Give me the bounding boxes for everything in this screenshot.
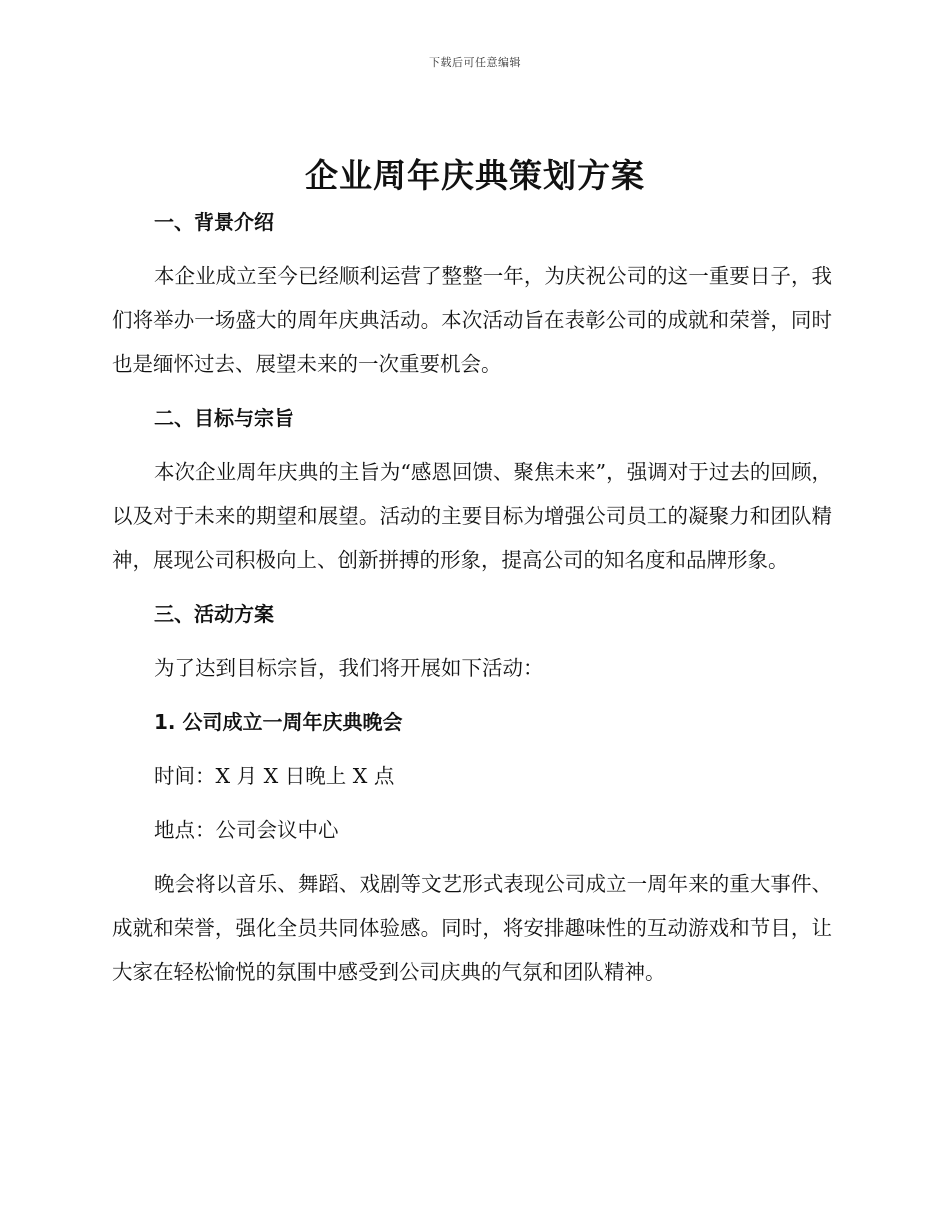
item-heading-gala: 1. 公司成立一周年庆典晚会 [154, 710, 403, 734]
paragraph-background: 本企业成立至今已经顺利运营了整整一年，为庆祝公司的这一重要日子，我们将举办一场盛大的周年庆典活动。本次活动旨在表彰公司的成就和荣誉，同时也是缅怀过去、展望未来的一次重要机会。 [112, 264, 832, 376]
section-heading-goals: 二、目标与宗旨 [154, 406, 294, 430]
document-body [112, 200, 832, 994]
document-title: 企业周年庆典策划方案 [305, 156, 645, 195]
gala-time: 时间：X 月 X 日晚上 X 点 [154, 764, 395, 788]
section-heading-plan: 三、活动方案 [154, 602, 274, 626]
paragraph-plan-intro: 为了达到目标宗旨，我们将开展如下活动： [154, 656, 544, 680]
header-note: 下载后可任意编辑 [429, 56, 521, 69]
gala-place: 地点：公司会议中心 [154, 818, 339, 842]
section-heading-background: 一、背景介绍 [154, 210, 274, 234]
paragraph-gala-description: 晚会将以音乐、舞蹈、戏剧等文艺形式表现公司成立一周年来的重大事件、成就和荣誉，强化全员共同体验感。同时，将安排趣味性的互动游戏和节目，让大家在轻松愉悦的氛围中感受到公司庆典的气氛和团队精神。 [112, 872, 832, 984]
paragraph-goals: 本次企业周年庆典的主旨为“感恩回馈、聚焦未来”，强调对于过去的回顾，以及对于未来的期望和展望。活动的主要目标为增强公司员工的凝聚力和团队精神，展现公司积极向上、创新拼搏的形象，提高公司的知名度和品牌形象。 [112, 460, 832, 572]
